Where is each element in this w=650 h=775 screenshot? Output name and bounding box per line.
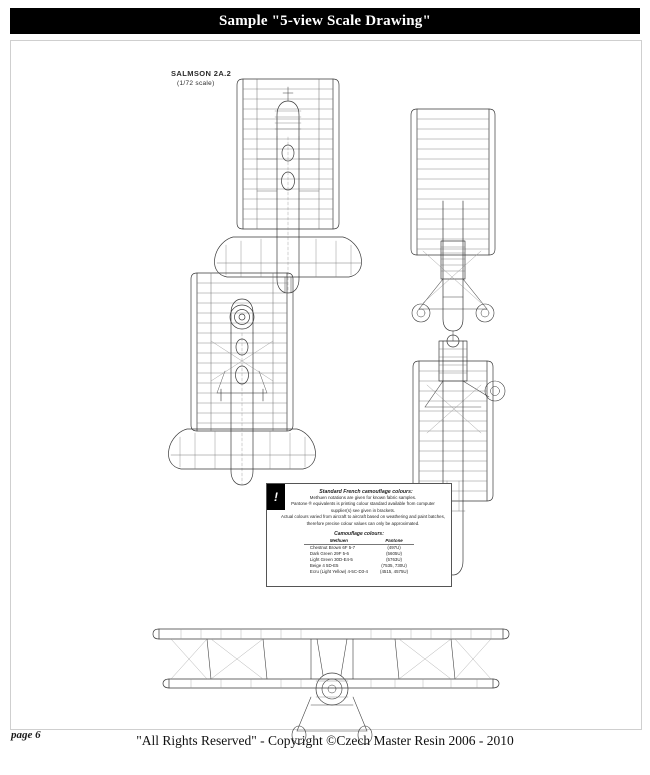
colour-name: Ecru (Light Yellow) 4-5C-D3-4 (309, 568, 368, 574)
camouflage-note-box (266, 483, 452, 587)
colour-name: Chestnut Brown 6F 5-7 (309, 544, 356, 550)
plan-view-upper (215, 79, 362, 293)
colour-pantone: (5763U) (386, 556, 402, 562)
note-line-2: Pantone ® equivalents is printing colour standard available from computer (291, 501, 435, 507)
colour-pantone: (4515, 4575U) (380, 568, 409, 574)
note-line-4: Actual colours varied from aircraft to aircraft based on weathering and paint batches, (280, 514, 445, 520)
note-line-1: Methuen notations are given for known fabric samples. (309, 495, 417, 500)
aircraft-type-label: SALMSON 2A.2 (171, 69, 232, 78)
colour-table (304, 538, 414, 575)
title-bar (10, 8, 640, 34)
warning-flag-icon: ! (267, 484, 285, 510)
colour-name: Beige 4 5D-E5 (309, 562, 339, 568)
plan-view-lower (169, 273, 316, 485)
scale-label: (1/72 scale) (177, 80, 215, 87)
colour-name: Light Green 30D-E4-5 (309, 556, 353, 562)
colour-pantone: (7535, 730U) (381, 562, 407, 568)
colour-pantone: (497U) (387, 544, 401, 550)
colour-name: Dark Green 29F 5-6 (309, 550, 349, 556)
colour-table-col-methuen: Methuen (304, 538, 374, 544)
five-view-drawing (11, 41, 641, 729)
colour-table-col-pantone: Pantone (374, 538, 414, 544)
note-line-5: therefore precise colour values can only be approximated. (306, 520, 420, 526)
colour-table-title: Camouflage colours: (334, 530, 384, 537)
colour-pantone: (5605U) (386, 550, 402, 556)
elevation-view (153, 629, 509, 744)
page-title: Sample "5-view Scale Drawing" (218, 12, 432, 29)
page-marker-label: page 6 (11, 729, 41, 741)
note-title: Standard French camouflage colours: (319, 489, 413, 495)
table-row (304, 569, 414, 575)
copyright-footer: "All Rights Reserved" - Copyright ©Czech Master Resin 2006 - 2010 (136, 733, 514, 748)
front-view (411, 109, 495, 341)
note-line-3: supplier(s) see given in brackets. (330, 507, 396, 513)
note-content (267, 484, 451, 578)
